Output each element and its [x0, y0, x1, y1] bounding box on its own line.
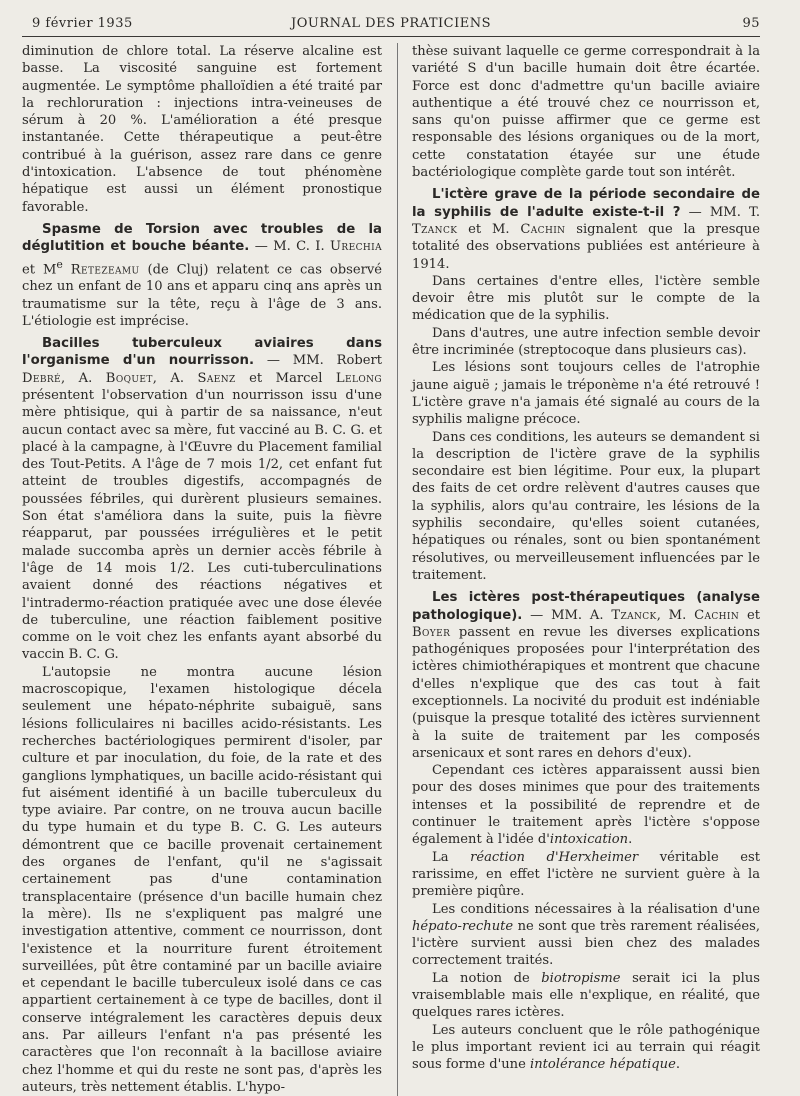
paragraph: L'autopsie ne montra aucune lésion macroscopique, l'examen histologique décela seulement une hépato-néphrite subaiguë, sans lésions folliculaires ni bacilles acido-résistants. Les recherches bactériologiques permirent d'isoler, par culture et par inoculation, du foie, de la rate et des ganglions lymphatiques, un bacille acido-résistant qui fut aisément identifié à un bacille tuberculeux du type aviaire. Par contre, on ne trouva aucun bacille du type humain et du type B. C. G. Les auteurs démontrent que ce bacille provenait certainement des organes de l'enfant, qu'il ne s'agissait certainement pas d'une contamination transplacentaire (présence d'un bacille humain chez la mère). Ils ne s'expliquent pas malgré une investigation attentive, comment ce nourrisson, dont l'existence et la nourriture furent étroitement surveillées, pût être contaminé par un bacille aviaire et cependant le bacille tuberculeux isolé dans ce cas appartient certainement à ce type de bacilles, dont il conserve intégralement les caractères depuis deux ans. Par ailleurs l'enfant n'a pas présenté les caractères que l'on reconnaît à la bacillose aviaire chez l'homme et qui du reste ne sont pas, d'après les auteurs, très nettement établis. L'hypo- [22, 664, 382, 1095]
section-title: L'ictère grave de la période secondaire de la syphilis de l'adulte existe-t-il ? [412, 187, 760, 220]
page-number: 95 [742, 16, 760, 31]
author-name: Urechia [330, 239, 382, 255]
author-name: Tzanck [611, 607, 657, 623]
paragraph: Les lésions sont toujours celles de l'atrophie jaune aiguë ; jamais le tréponème n'a été retrouvé ! L'ictère grave n'a jamais été signalé au cours de la syphilis maligne précoce. [412, 360, 760, 428]
header-date: 9 février 1935 [32, 16, 133, 31]
paragraph: Cependant ces ictères apparaissent aussi bien pour des doses minimes que pour des traitements intenses et la possibilité de reprendre et de continuer le traitement après l'ictère s'oppose également à l'idée d'intoxication. [412, 763, 760, 848]
paragraph: La réaction d'Herxheimer véritable est rarissime, en effet l'ictère ne survient guère à la première piqûre. [412, 849, 760, 900]
author-name: Boyer [412, 624, 451, 640]
journal-title: JOURNAL DES PRATICIENS [291, 16, 491, 31]
author-name: Lelong [335, 370, 382, 386]
section-title: Spasme de Torsion avec troubles de la déglutition et bouche béante. [22, 221, 382, 255]
section-title: Bacilles tuberculeux aviaires dans l'organisme d'un nourrisson. [22, 336, 382, 369]
section-title: Les ictères post-thérapeutiques (analyse pathologique). [412, 590, 760, 623]
paragraph: Les conditions nécessaires à la réalisation d'une hépato-rechute ne sont que très rarement réalisées, l'ictère survient aussi bien chez des malades correctement traités. [412, 901, 760, 969]
paragraph: thèse suivant laquelle ce germe correspondrait à la variété S d'un bacille humain doit être écartée. Force est donc d'admettre qu'un bacille aviaire authentique a été trouvé chez ce nourrisson et, sans qu'on puisse affirmer que ce germe est responsable des lésions organiques ou de la mort, cette constatation étayée sur une étude bactériologique complète garde tout son intérêt. [412, 44, 760, 181]
paragraph: Dans d'autres, une autre infection semble devoir être incriminée (streptocoque dans plusieurs cas). [412, 325, 760, 359]
paragraph: Dans ces conditions, les auteurs se demandent si la description de l'ictère grave de la syphilis secondaire est bien légitime. Pour eux, la plupart des faits de cet ordre relèvent d'autres causes que la syphilis, alors qu'au contraire, les lésions de la syphilis secondaire, qu'elles soient cutanées, hépatiques ou rénales, sont ou bien spontanément résolutives, ou merveilleusement influencées par le traitement. [412, 429, 760, 583]
paragraph: Dans certaines d'entre elles, l'ictère semble devoir être mis plutôt sur le compte de la médication que de la syphilis. [412, 273, 760, 324]
section-ictere-grave: L'ictère grave de la période secondaire de la syphilis de l'adulte existe-t-il ? — MM. T. Tzanck et M. Cachin signalent que la presque totalité des observations publiées est antérieure à 1914. [412, 187, 760, 272]
author-name: Debré [22, 370, 62, 386]
article-columns [22, 43, 760, 1096]
author-name: Tzanck [412, 221, 458, 237]
paragraph: La notion de biotropisme serait ici la plus vraisemblable mais elle n'explique, en réalité, que quelques rares ictères. [412, 970, 761, 1021]
right-column [412, 43, 760, 1096]
author-name: Saenz [197, 370, 236, 386]
author-name: Cachin [694, 607, 740, 623]
section-icteres-post: Les ictères post-thérapeutiques (analyse pathologique). — MM. A. Tzanck, M. Cachin et Boyer passent en revue les diverses explications pathogéniques proposées pour l'interprétation des ictères chimiothérapiques et montrent que chacune d'elles n'explique que des cas tout à fait exceptionnels. La nocivité du produit est indéniable (puisque la presque totalité des ictères surviennent à la suite de traitement par les composés arsenicaux et sont rares en dehors d'eux). [412, 590, 760, 761]
left-column [22, 43, 382, 1096]
section-spasme: Spasme de Torsion avec troubles de la déglutition et bouche béante. — M. C. I. Urechia et Me Retezeamu (de Cluj) relatent ce cas observé chez un enfant de 10 ans et apparu cinq ans après un traumatisme sur la tête, reçu à l'âge de 3 ans. L'étiologie est imprécise. [22, 221, 382, 329]
author-name: Boquet [105, 370, 153, 386]
running-header [22, 14, 760, 37]
section-bacilles: Bacilles tuberculeux aviaires dans l'organisme d'un nourrisson. — MM. Robert Debré, A. Boquet, A. Saenz et Marcel Lelong présentent l'observation d'un nourrisson issu d'une mère phtisique, qui à partir de sa naissance, n'eut aucun contact avec sa mère, fut vacciné au B. C. G. et placé à la campagne, à l'Œuvre du Placement familial des Tout-Petits. A l'âge de 7 mois 1/2, cet enfant fut atteint de troubles digestifs, accompagnés de poussées fébriles, qui durèrent plusieurs semaines. Son état s'améliora dans la suite, puis la fièvre réapparut, par poussées irrégulières et le petit malade succomba après un dernier accès fébrile à l'âge de 14 mois 1/2. Les cuti-tuberculinations avaient donné des réactions négatives et l'intradermo-réaction pratiquée avec une dose élevée de tuberculine, une réaction faiblement positive comme on le voit chez les enfants ayant absorbé du vaccin B. C. G. [22, 336, 382, 663]
author-name: Retezeamu [70, 261, 140, 277]
paragraph: diminution de chlore total. La réserve alcaline est basse. La viscosité sanguine est fortement augmentée. Le symptôme phalloïdien a été traité par la rechloruration : injections intra-veineuses de sérum à 20 %. L'amélioration a été presque instantanée. Cette thérapeutique a peut-être contribué à la guérison, assez rare dans ce genre d'intoxication. L'absence de tout phénomène hépatique est aussi un élément pronostique favorable. [22, 44, 382, 215]
column-divider [397, 43, 398, 1096]
author-name: Cachin [520, 221, 566, 237]
paragraph: Les auteurs concluent que le rôle pathogénique le plus important revient ici au terrain qui réagit sous forme d'une intolérance hépatique. [412, 1022, 760, 1073]
